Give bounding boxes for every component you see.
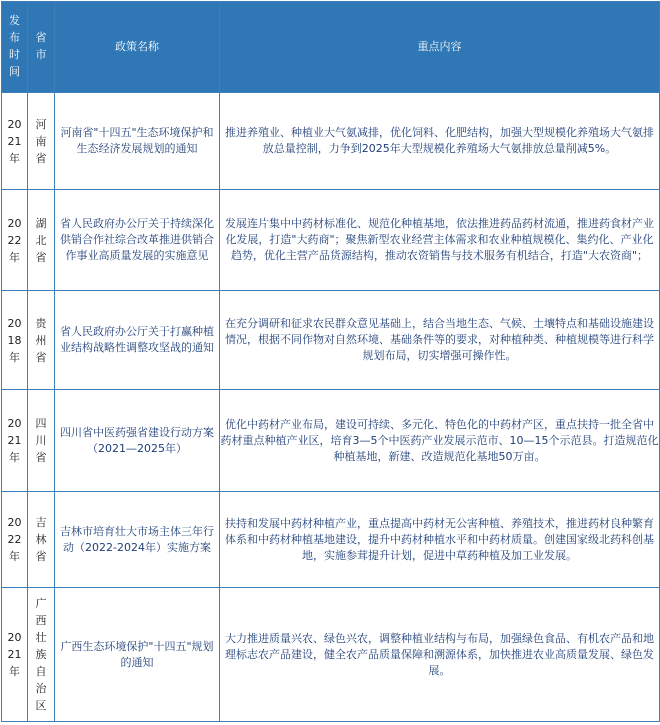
policy-table (1, 1, 660, 722)
table-row (2, 291, 660, 390)
release-time-cell: 2018年 (2, 291, 28, 390)
key-content-cell: 发展连片集中中药材标准化、规范化种植基地，依法推进药品药材流通，推进药食材产业化发展，打造"大药商"；聚焦新型农业经营主体需求和农业种植规模化、集约化、产业化趋势，优化主营产品货源结构，推动农资销售与技术服务有机结合，打造"大农资商"； (220, 190, 660, 291)
key-content-cell: 优化中药材产业布局，建设可持续、多元化、特色化的中药材产区，重点扶持一批全省中药材重点种植产业区，培育3—5个中医药产业发展示范市、10—15个示范县。打造规范化种植基地，新建、改造规范化基地50万亩。 (220, 390, 660, 492)
key-content-cell: 推进养殖业、种植业大气氨减排，优化饲料、化肥结构，加强大型规模化养殖场大气氨排放总量控制，力争到2025年大型规模化养殖场大气氨排放总量削减5%。 (220, 93, 660, 190)
release-time-cell: 2021年 (2, 588, 28, 722)
province-cell: 吉林省 (28, 492, 55, 588)
province-cell: 河南省 (28, 93, 55, 190)
policy-name-cell: 河南省"十四五"生态环境保护和生态经济发展规划的通知 (55, 93, 220, 190)
header-province: 省市 (28, 2, 55, 93)
province-cell: 贵州省 (28, 291, 55, 390)
release-time-cell: 2021年 (2, 390, 28, 492)
province-cell: 四川省 (28, 390, 55, 492)
province-cell: 湖北省 (28, 190, 55, 291)
release-time-cell: 2022年 (2, 492, 28, 588)
header-content: 重点内容 (220, 2, 660, 93)
policy-name-cell: 广西生态环境保护"十四五"规划的通知 (55, 588, 220, 722)
table-row (2, 588, 660, 722)
policy-name-cell: 吉林市培育壮大市场主体三年行动（2022-2024年）实施方案 (55, 492, 220, 588)
policy-name-cell: 省人民政府办公厅关于持续深化供销合作社综合改革推进供销合作事业高质量发展的实施意见 (55, 190, 220, 291)
table-row (2, 390, 660, 492)
table-row (2, 190, 660, 291)
table-row (2, 93, 660, 190)
province-cell: 广西壮族自治区 (28, 588, 55, 722)
header-time: 发布时间 (2, 2, 28, 93)
policy-name-cell: 四川省中医药强省建设行动方案（2021—2025年） (55, 390, 220, 492)
release-time-cell: 2021年 (2, 93, 28, 190)
table-header-row (2, 2, 660, 93)
key-content-cell: 大力推进质量兴农、绿色兴农，调整种植业结构与布局，加强绿色食品、有机农产品和地理标志农产品建设，健全农产品质量保障和溯源体系，加快推进农业高质量发展、绿色发展。 (220, 588, 660, 722)
key-content-cell: 在充分调研和征求农民群众意见基础上，结合当地生态、气候、土壤特点和基础设施建设情况，根据不同作物对自然环境、基础条件等的要求，对种植种类、种植规模等进行科学规划布局，切实增强可操作性。 (220, 291, 660, 390)
table-row (2, 492, 660, 588)
key-content-cell: 扶持和发展中药材种植产业，重点提高中药材无公害种植、养殖技术，推进药材良种繁育体系和中药材种植基地建设，提升中药材种植水平和中药材质量。创建国家级北药科创基地，实施参茸提升计划，促进中草药种植及加工业发展。 (220, 492, 660, 588)
header-policy: 政策名称 (55, 2, 220, 93)
policy-name-cell: 省人民政府办公厅关于打赢种植业结构战略性调整攻坚战的通知 (55, 291, 220, 390)
release-time-cell: 2022年 (2, 190, 28, 291)
